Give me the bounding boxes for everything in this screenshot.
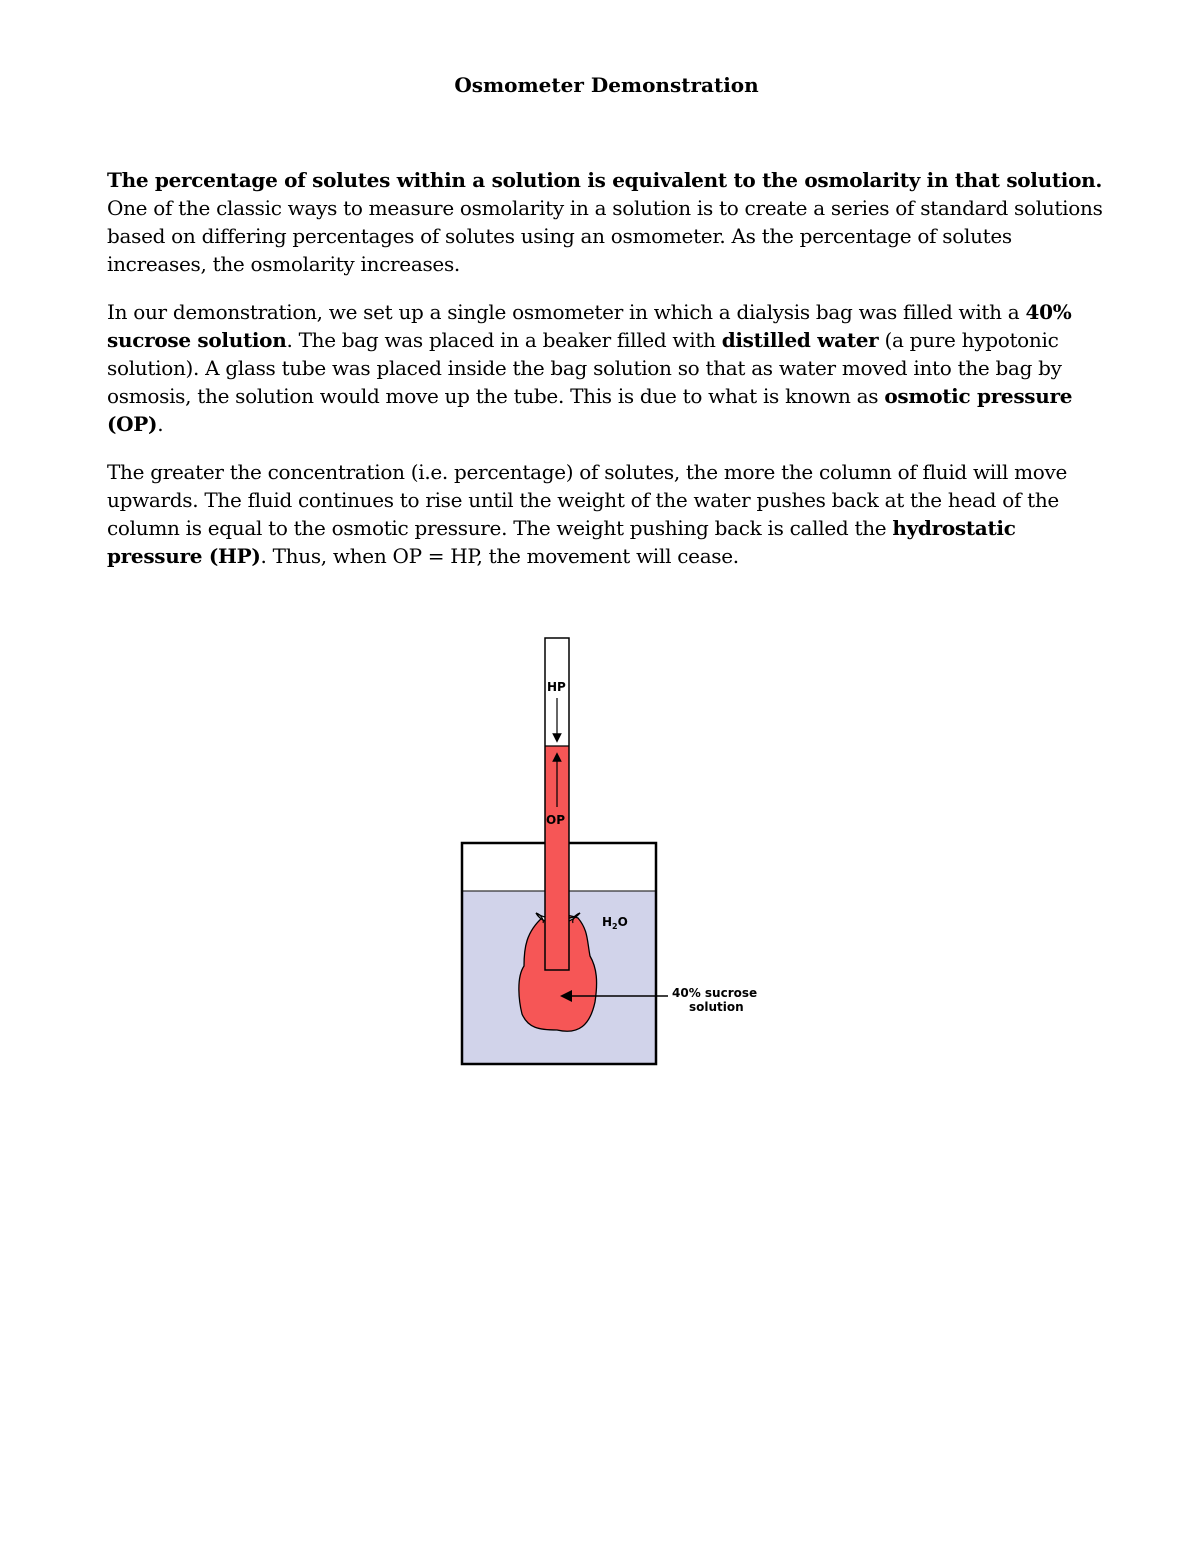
op-label: OP [546, 813, 565, 827]
intro-text: One of the classic ways to measure osmolarity in a solution is to create a series of standard solutions based on differing percentages of solutes using an osmometer. As the percentage of solutes increases, the osmolarity increases. [107, 196, 1103, 276]
pressure-text-1: The greater the concentration (i.e. percentage) of solutes, the more the column of fluid will move upwards. The fluid continues to rise until the weight of the water pushes back at the head of the column is equal to the osmotic pressure. The weight pushing back is called the [107, 460, 1068, 540]
document-body [107, 166, 1107, 590]
intro-lead-sentence: The percentage of solutes within a solution is equivalent to the osmolarity in that solution. [107, 168, 1103, 192]
pressure-text-2: . Thus, when OP = HP, the movement will cease. [260, 544, 739, 568]
demo-text-1: In our demonstration, we set up a single osmometer in which a dialysis bag was filled with a [107, 300, 1026, 324]
demo-term-distilled-water: distilled water [721, 328, 879, 352]
paragraph-demonstration [107, 298, 1107, 438]
water-label-h: H [602, 915, 613, 929]
water-label-o: O [617, 915, 628, 929]
solution-label-line2: solution [689, 1000, 744, 1014]
demo-text-4: . [157, 412, 164, 436]
demo-term-sucrose: 40% sucrose solution [107, 300, 1072, 352]
water-label-subscript: 2 [612, 922, 618, 931]
paragraph-pressure [107, 458, 1107, 570]
solution-label-line1: 40% sucrose [672, 986, 758, 1000]
paragraph-intro [107, 166, 1107, 278]
demo-text-3: (a pure hypotonic solution). A glass tube was placed inside the bag solution so that as water moved into the bag by osmosis, the solution would move up the tube. This is due to what is known as [107, 328, 1062, 408]
demo-text-2: . The bag was placed in a beaker filled with [286, 328, 722, 352]
osmometer-diagram [440, 630, 800, 1080]
osmometer-svg [440, 630, 800, 1080]
pressure-term-hydrostatic: hydrostatic pressure (HP) [107, 516, 1016, 568]
demo-term-osmotic-pressure: osmotic pressure (OP) [107, 384, 1073, 436]
page-title: Osmometer Demonstration [454, 73, 759, 97]
hp-label: HP [547, 680, 566, 694]
